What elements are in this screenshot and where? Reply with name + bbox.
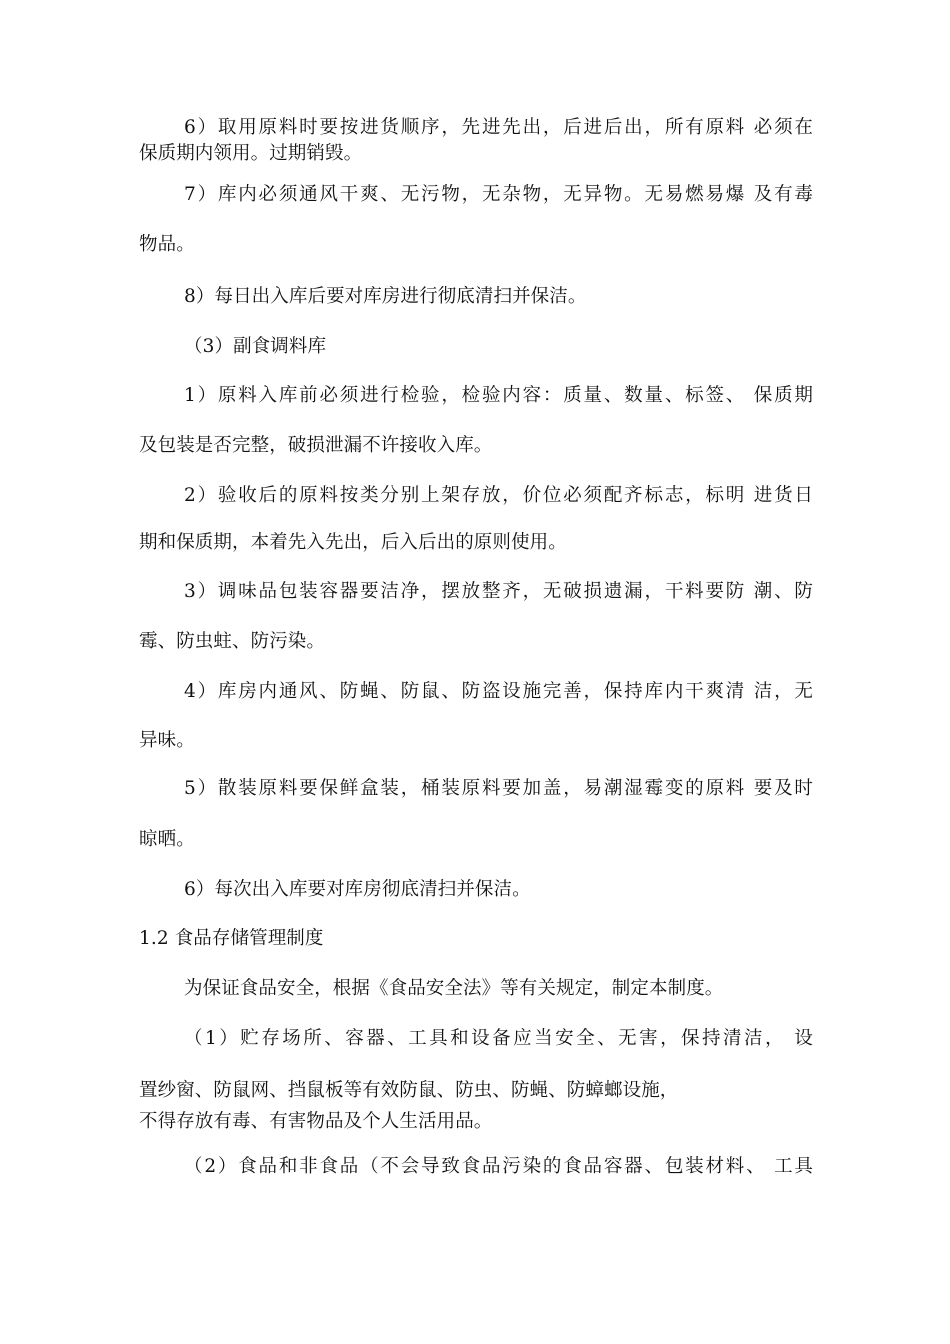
- section-heading: （3）副食调料库: [184, 336, 327, 357]
- text-line: 1）原料入库前必须进行检验，检验内容：质量、数量、标签、 保质期: [184, 385, 813, 406]
- text-line: 5）散装原料要保鲜盒装，桶装原料要加盖，易潮湿霉变的原料 要及时: [184, 778, 813, 799]
- text-line: 7）库内必须通风干爽、无污物，无杂物，无异物。无易燃易爆 及有毒: [184, 184, 813, 205]
- text-line: 晾晒。: [139, 829, 195, 850]
- text-line: 4）库房内通风、防蝇、防鼠、防盗设施完善，保持库内干爽清 洁，无: [184, 681, 813, 702]
- section-heading: 1.2 食品存储管理制度: [139, 928, 324, 949]
- text-line: 为保证食品安全，根据《食品安全法》等有关规定，制定本制度。: [184, 978, 724, 999]
- text-line: 保质期内领用。过期销毁。: [139, 143, 363, 164]
- text-line: 置纱窗、防鼠网、挡鼠板等有效防鼠、防虫、防蝇、防蟑螂设施，: [139, 1080, 679, 1101]
- text-line: 2）验收后的原料按类分别上架存放，价位必须配齐标志，标明 进货日: [184, 485, 813, 506]
- text-line: 及包装是否完整，破损泄漏不许接收入库。: [139, 435, 493, 456]
- text-line: 物品。: [139, 234, 195, 255]
- text-line: 霉、防虫蛀、防污染。: [139, 631, 326, 652]
- text-line: 不得存放有毒、有害物品及个人生活用品。: [139, 1111, 493, 1132]
- text-line: 异味。: [139, 730, 195, 751]
- text-line: 期和保质期，本着先入先出，后入后出的原则使用。: [139, 532, 567, 553]
- text-line: （1）贮存场所、容器、工具和设备应当安全、无害，保持清洁， 设: [184, 1028, 813, 1049]
- text-line: 6）每次出入库要对库房彻底清扫并保洁。: [184, 879, 531, 900]
- text-line: 8）每日出入库后要对库房进行彻底清扫并保洁。: [184, 286, 587, 307]
- text-line: （2）食品和非食品（不会导致食品污染的食品容器、包装材料、 工具: [184, 1156, 813, 1177]
- text-line: 3）调味品包装容器要洁净，摆放整齐，无破损遗漏，干料要防 潮、防: [184, 581, 813, 602]
- text-line: 6）取用原料时要按进货顺序，先进先出，后进后出，所有原料 必须在: [184, 117, 813, 138]
